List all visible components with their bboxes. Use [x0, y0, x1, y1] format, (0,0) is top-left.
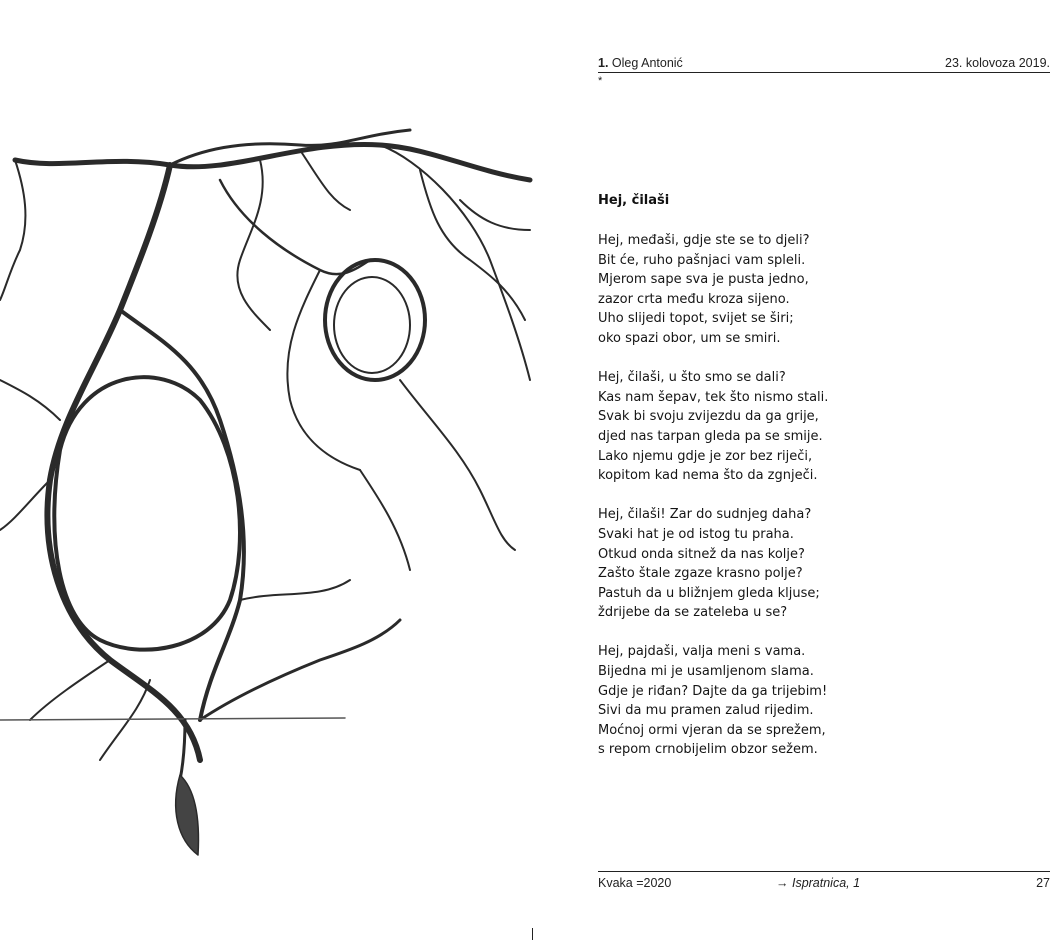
poem-line: Zašto štale zgaze krasno polje? [598, 566, 803, 582]
stanza [598, 368, 1050, 486]
running-footer [598, 871, 1050, 890]
poem-line: zazor crta među kroza sijeno. [598, 291, 790, 307]
header-date-day: 23. [945, 56, 963, 70]
page-number: 27 [1036, 876, 1050, 890]
poem-line: djed nas tarpan gleda pa se smije. [598, 428, 823, 444]
poem-line: Moćnoj ormi vjeran da se sprežem, [598, 722, 826, 738]
poem-line: Uho slijedi topot, svijet se širi; [598, 311, 794, 327]
poem-line: Bit će, ruho pašnjaci vam spleli. [598, 252, 806, 268]
stanza [598, 505, 1050, 623]
asterisk: * [598, 75, 603, 87]
poem-line: Hej, čilaši! Zar do sudnjeg daha? [598, 507, 812, 523]
tree-roots-illustration [0, 120, 535, 870]
poem-line: Sivi da mu pramen zalud rijedim. [598, 703, 814, 719]
poem-title: Hej, čilaši [598, 193, 670, 208]
header-date [945, 56, 1050, 70]
poem-line: Hej, međaši, gdje ste se to djeli? [598, 233, 810, 248]
poem-line: Hej, čilaši, u što smo se dali? [598, 370, 786, 386]
poem-line: kopitom kad nema što da zgnječi. [598, 468, 818, 484]
poem-line: Kas nam šepav, tek što nismo stali. [598, 389, 829, 405]
poem-body [598, 231, 1050, 780]
page-right [598, 0, 1050, 940]
poem-line: oko spazi obor, um se smiri. [598, 330, 781, 346]
poem-line: Svak bi svoju zvijezdu da ga grije, [598, 409, 819, 425]
header-date-rest: kolovoza 2019. [965, 56, 1050, 70]
stanza [598, 642, 1050, 760]
poem-line: Hej, pajdaši, valja meni s vama. [598, 644, 806, 660]
poem-line: ždrijebe da se zateleba u se? [598, 605, 788, 621]
header-author [598, 56, 683, 70]
poem-line: Lako njemu gdje je zor bez riječi, [598, 448, 813, 464]
poem-line: Bijedna mi je usamljenom slama. [598, 664, 814, 680]
poem-line: Pastuh da u bližnjem gleda kljuse; [598, 585, 820, 601]
poem-line: s repom crnobijelim obzor sežem. [598, 742, 818, 758]
header-number: 1. [598, 56, 609, 70]
poem-line: Gdje je riđan? Dajte da ga trijebim! [598, 683, 828, 699]
poem-line: Svaki hat je od istog tu praha. [598, 526, 794, 542]
poem-line: Otkud onda sitnež da nas kolje? [598, 546, 805, 562]
footer-publication: Kvaka =2020 [598, 876, 672, 890]
header-author-name: Oleg Antonić [611, 56, 683, 70]
poem-line: Mjerom sape sva je pusta jedno, [598, 272, 809, 288]
stanza [598, 231, 1050, 349]
gutter-mark [532, 928, 533, 940]
footer-section-link[interactable]: → Ispratnica, 1 [776, 876, 861, 890]
running-header [598, 56, 1050, 73]
